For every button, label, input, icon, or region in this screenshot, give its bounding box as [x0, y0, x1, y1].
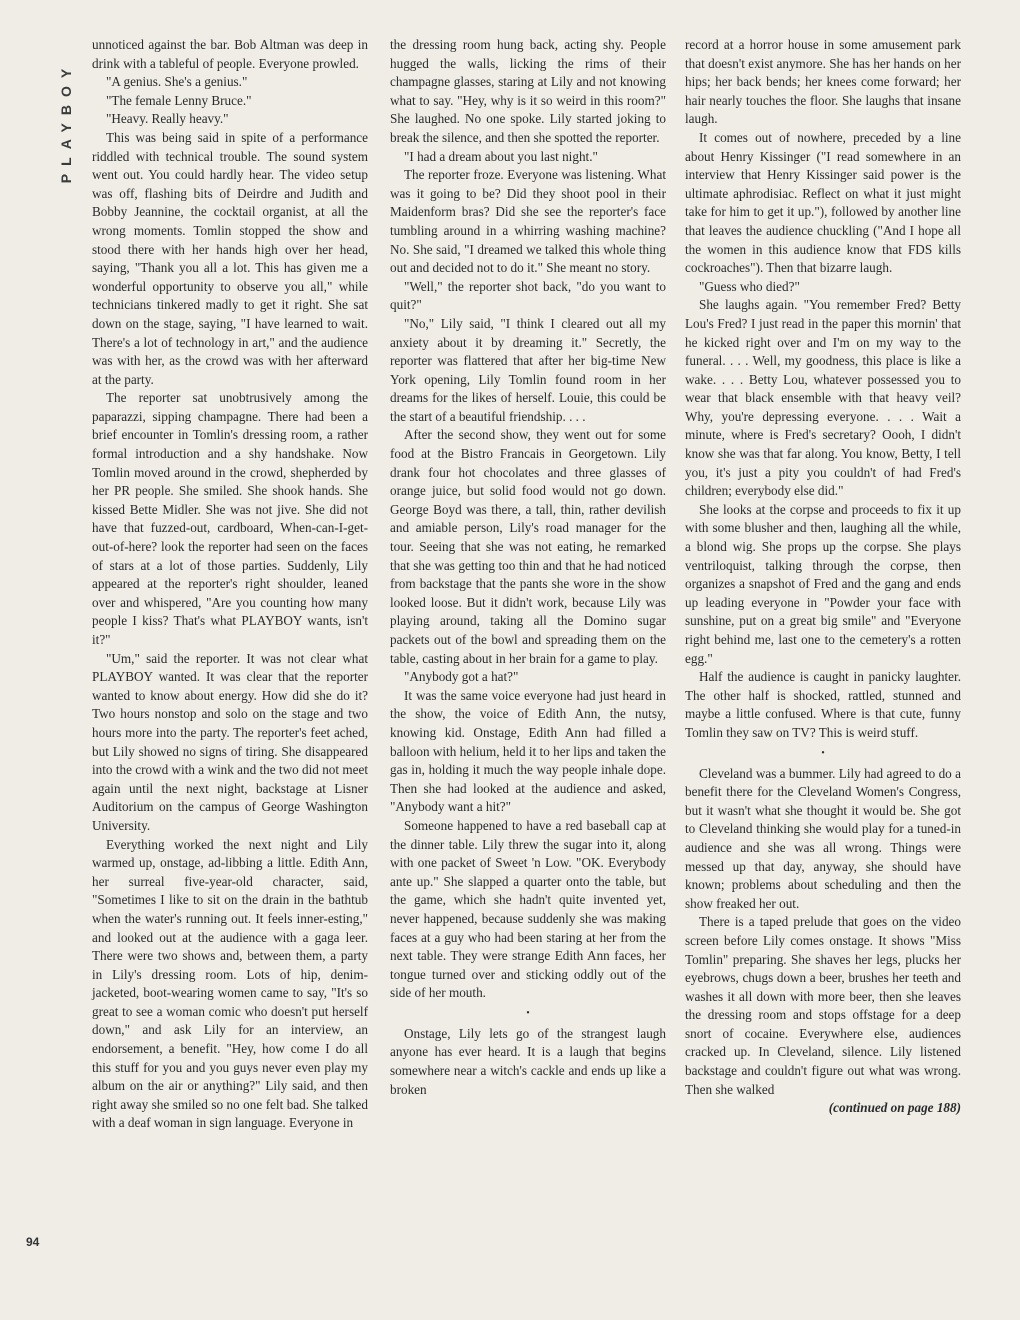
paragraph: The reporter sat unobtrusively among the paparazzi, sipping champagne. There had been a brief encounter in Tomlin's dressing room, a rather formal introduction and a shy handshake. Now Tomlin moved around in the crowd, shepherded by her PR people. She smiled. She shook hands. She kissed Bette Midler. She was not jive. She did not have that fuzzed-out, cardboard, When-can-I-get-out-of-here? look the reporter had seen on the faces of stars at a lot of those parties. Suddenly, Lily appeared at the reporter's right shoulder, leaned over and whispered, "Are you counting how many people I kiss? That's what PLAYBOY wants, isn't it?" — [92, 390, 368, 647]
paragraph: Everything worked the next night and Lily warmed up, onstage, ad-libbing a little. Edith Ann, her surreal five-year-old character, said, "Sometimes I like to sit on the drain in the bathtub when the water's running out. It feels inner-esting," and looked out at the audience with a gaga leer. There were two shows and, between them, a party in Lily's dressing room. Lots of hip, denim-jacketed, boot-wearing women came to say, "It's so great to see a woman comic who doesn't put herself down," and ask Lily for an interview, an endorsement, a benefit. "Hey, how come I do all this stuff for you and you guys never even play my album on the air or anything?" Lily said, and then right away she smiled so no one felt bad. She talked with a deaf woman in sign language. Everyone in — [92, 836, 368, 1131]
section-divider: • — [821, 747, 825, 759]
paragraph: Onstage, Lily lets go of the strangest laugh anyone has ever heard. It is a laugh that begins somewhere near a witch's cackle and ends up like a broken — [390, 1025, 666, 1097]
paragraph: "The female Lenny Bruce." — [106, 92, 252, 108]
paragraph: "Anybody got a hat?" — [404, 669, 519, 685]
paragraph: After the second show, they went out for some food at the Bistro Francais in Georgetown. Lily drank four hot chocolates and three glasses of orange juice, but solid food would not go down. George Boyd was there, a tall, thin, rather devilish and amiable person, Lily's road manager for the tour. Seeing that she was not eating, he remarked that she was getting too thin and that he had noticed from backstage that the pants she wore in the show looked loose. But it didn't work, because Lily was playing around, taking all the Domino sugar packets out of the bowl and spreading them on the table, casting about in her brain for a game to play. — [390, 427, 666, 666]
paragraph: "Um," said the reporter. It was not clear what PLAYBOY wanted. It was clear that the reporter wanted to know about energy. How did she do it? Two hours nonstop and solo on the stage and two hours more into the party. The reporter's feet ached, but Lily showed no signs of tiring. She disappeared into the crowd with a wink and the two did not meet again until the next night, backstage at Lisner Auditorium on the campus of George Washington University. — [92, 650, 368, 833]
section-divider: • — [526, 1007, 530, 1019]
paragraph: There is a taped prelude that goes on the video screen before Lily comes onstage. It shows "Miss Tomlin" preparing. She shaves her legs, plucks her eyebrows, chugs down a beer, brushes her teeth and washes it all down with more beer, then she leaves the dressing room and stops offstage for a deep snort of cocaine. Everywhere else, audiences cracked up. In Cleveland, silence. Lily listened backstage and couldn't figure out what was wrong. Then she walked — [685, 914, 961, 1097]
paragraph: "A genius. She's a genius." — [106, 74, 248, 90]
paragraph: "I had a dream about you last night." — [404, 148, 598, 164]
paragraph: record at a horror house in some amusement park that doesn't exist anymore. She has her hands on her hips; her back bends; her knees come forward; her hair nearly touches the floor. She laughs that insane laugh. — [685, 37, 961, 127]
article-column-2 — [390, 36, 666, 1099]
paragraph: Someone happened to have a red baseball cap at the dinner table. Lily threw the sugar into it, along with one packet of Sweet 'n Low. "OK. Everybody ante up." She slapped a quarter onto the table, but the game, which she hadn't quite invented yet, never happened, because suddenly she was making faces at a guy who had been staring at her from the next table. They were strange Edith Ann faces, her tongue turned over and sticking oddly out of the side of her mouth. — [390, 817, 666, 1001]
magazine-name: PLAYBOY — [58, 60, 75, 184]
paragraph: She laughs again. "You remember Fred? Betty Lou's Fred? I just read in the paper this mornin' that he kicked right over and I'm on my way to the funeral. . . . Well, my goodness, this place is like a wake. . . . Betty Lou, whatever possessed you to wear that black ensemble with that heavy veil? Why, you're depressing everyone. . . . Wait a minute, where is Fred's secretary? Oooh, I didn't know she was that far along. You know, Betty, I tell you, it's just a pity you couldn't of had Fred's children; everybody else did." — [685, 297, 961, 499]
paragraph: unnoticed against the bar. Bob Altman was deep in drink with a tableful of people. Everyone prowled. — [92, 37, 368, 71]
paragraph: Cleveland was a bummer. Lily had agreed to do a benefit there for the Cleveland Women's Congress, but it wasn't what she thought it would be. She got to Cleveland thinking she would play for a tuned-in audience and she was all wrong. Things were messed up that day, anyway, she should have known; problems about scheduling and then the show freaked her out. — [685, 765, 961, 911]
paragraph: She looks at the corpse and proceeds to fix it up with some blusher and then, laughing all the while, a blond wig. She props up the corpse. She plays ventriloquist, talking through the corpse, then organizes a snapshot of Fred and the gang and ends up leading everyone in "Powder your face with sunshine, put on a great big smile" and "Everyone right behind me, last one to the cemetery's a rotten egg." — [685, 501, 961, 666]
paragraph: The reporter froze. Everyone was listening. What was it going to be? Did they shoot pool in their Maidenform bras? Did she see the reporter's face tumbling around in a whirring washing machine? No. She said, "I dreamed we talked this whole thing out and decided not to do it." She meant no story. — [390, 167, 666, 276]
magazine-sidebar-title — [48, 42, 84, 202]
paragraph: It was the same voice everyone had just heard in the show, the voice of Edith Ann, the nutsy, knowing kid. Onstage, Edith Ann had filled a balloon with helium, held it to her lips and taken the gas in, holding it much the way people inhale dope. Then she had looked at the audience and asked, "Anybody want a hit?" — [390, 687, 666, 815]
paragraph: Half the audience is caught in panicky laughter. The other half is shocked, rattled, stunned and maybe a little confused. Where is that cute, funny Tomlin they saw on TV? This is weird stuff. — [685, 669, 961, 740]
page-number: 94 — [26, 1235, 40, 1249]
paragraph: This was being said in spite of a performance riddled with technical trouble. The sound system went out. You could hardly hear. The video setup was off, flashing bits of Deirdre and Judith and Bobby Jeannine, the cocktail organist, at all the wrong moments. Tomlin stopped the show and stood there with her hands high over her head, saying, "Thank you all a lot. This has given me a wonderful opportunity to observe you all," while technicians tinkered madly to get it right. She sat down on the stage, saying, "I have learned to wait. There's a lot of technology in art," and the audience was with her, as the crowd was with her afterward at the party. — [92, 129, 368, 387]
paragraph: "Well," the reporter shot back, "do you want to quit?" — [390, 278, 666, 313]
paragraph: "Heavy. Really heavy." — [106, 111, 229, 127]
continued-on-page: (continued on page 188) — [828, 1100, 961, 1116]
paragraph: "Guess who died?" — [699, 278, 800, 294]
paragraph: "No," Lily said, "I think I cleared out all my anxiety about it by dreaming it." Secretly, the reporter was flattered that after her big-time New York opening, Lily Tomlin found room in her dreams for the likes of herself. Louie, this could be the start of a beautiful friendship. . . . — [390, 315, 666, 424]
article-column-1 — [92, 36, 368, 1133]
paragraph: the dressing room hung back, acting shy. People hugged the walls, licking the rims of their champagne glasses, staring at Lily and not knowing what to say. "Hey, why is it so weird in this room?" She laughed. No one spoke. Lily started joking to break the silence, and then she spotted the reporter. — [390, 37, 666, 145]
article-column-3 — [685, 36, 961, 1118]
paragraph: It comes out of nowhere, preceded by a line about Henry Kissinger ("I read somewhere in an interview that Henry Kissinger said power is the ultimate aphrodisiac. Reflect on what it just might take for him to get it up."), followed by another line that leaves the audience chuckling ("And I hope all the women in this audience know that FDS kills cockroaches"). Then that bizarre laugh. — [685, 129, 961, 276]
